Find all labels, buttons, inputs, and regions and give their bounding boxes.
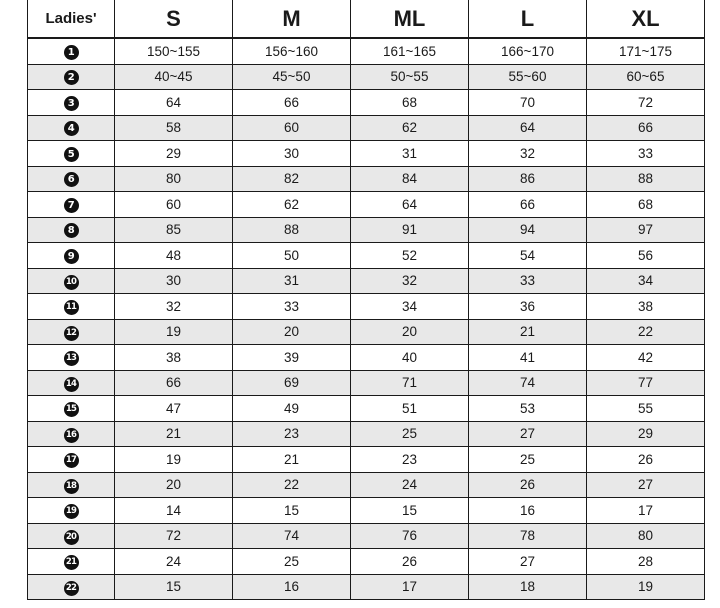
table-row [28,396,705,422]
number-badge-icon: 20 [64,530,79,545]
table-cell: 68 [587,192,705,218]
table-cell: 20 [233,319,351,345]
table-row [28,447,705,473]
table-cell: 97 [587,217,705,243]
size-header-s: S [115,0,233,38]
table-row [28,549,705,575]
table-cell: 14 [115,498,233,524]
table-cell: 26 [351,549,469,575]
number-badge-icon: 12 [64,326,79,341]
table-cell: 20 [115,472,233,498]
number-badge-icon: 19 [64,504,79,519]
table-cell: 19 [115,447,233,473]
table-cell: 64 [115,90,233,116]
measurement-number-cell [28,345,115,371]
table-cell: 40~45 [115,64,233,90]
table-cell: 32 [115,294,233,320]
table-cell: 68 [351,90,469,116]
table-cell: 25 [469,447,587,473]
number-badge-icon: 22 [64,581,79,596]
table-row [28,141,705,167]
table-cell: 53 [469,396,587,422]
table-cell: 33 [587,141,705,167]
table-row [28,243,705,269]
table-cell: 19 [587,574,705,600]
measurement-number-cell [28,38,115,64]
table-cell: 55~60 [469,64,587,90]
table-cell: 17 [351,574,469,600]
table-cell: 66 [233,90,351,116]
number-badge-icon: 16 [64,428,79,443]
measurement-number-cell [28,421,115,447]
table-cell: 16 [469,498,587,524]
number-badge-icon: 11 [64,300,79,315]
table-cell: 26 [587,447,705,473]
table-cell: 60 [115,192,233,218]
table-cell: 64 [469,115,587,141]
table-cell: 16 [233,574,351,600]
table-cell: 30 [115,268,233,294]
measurement-number-cell [28,141,115,167]
size-header-m: M [233,0,351,38]
table-cell: 22 [587,319,705,345]
table-cell: 56 [587,243,705,269]
table-cell: 38 [115,345,233,371]
measurement-number-cell [28,549,115,575]
table-cell: 50 [233,243,351,269]
table-cell: 15 [351,498,469,524]
table-cell: 34 [351,294,469,320]
table-cell: 76 [351,523,469,549]
table-row [28,115,705,141]
measurement-number-cell [28,447,115,473]
number-badge-icon: 6 [64,172,79,187]
table-cell: 26 [469,472,587,498]
table-cell: 36 [469,294,587,320]
number-badge-icon: 7 [64,198,79,213]
table-cell: 22 [233,472,351,498]
table-cell: 70 [469,90,587,116]
table-cell: 66 [469,192,587,218]
measurement-number-cell [28,64,115,90]
table-cell: 34 [587,268,705,294]
measurement-number-cell [28,319,115,345]
table-cell: 15 [233,498,351,524]
table-cell: 25 [233,549,351,575]
table-cell: 23 [351,447,469,473]
table-cell: 27 [469,549,587,575]
table-cell: 47 [115,396,233,422]
table-cell: 21 [233,447,351,473]
table-cell: 31 [233,268,351,294]
table-cell: 40 [351,345,469,371]
table-cell: 25 [351,421,469,447]
table-row [28,421,705,447]
measurement-number-cell [28,498,115,524]
table-cell: 58 [115,115,233,141]
table-cell: 54 [469,243,587,269]
table-cell: 21 [115,421,233,447]
number-badge-icon: 1 [64,45,79,60]
table-cell: 17 [587,498,705,524]
size-header-xl: XL [587,0,705,38]
table-row [28,64,705,90]
corner-label: Ladies' [28,0,115,38]
table-cell: 45~50 [233,64,351,90]
table-cell: 33 [233,294,351,320]
table-cell: 24 [351,472,469,498]
table-cell: 94 [469,217,587,243]
table-cell: 72 [115,523,233,549]
table-cell: 29 [115,141,233,167]
number-badge-icon: 14 [64,377,79,392]
table-cell: 20 [351,319,469,345]
number-badge-icon: 5 [64,147,79,162]
table-cell: 66 [587,115,705,141]
number-badge-icon: 18 [64,479,79,494]
table-cell: 27 [469,421,587,447]
table-cell: 86 [469,166,587,192]
table-cell: 30 [233,141,351,167]
table-cell: 71 [351,370,469,396]
table-row [28,472,705,498]
table-cell: 62 [233,192,351,218]
table-cell: 80 [587,523,705,549]
number-badge-icon: 13 [64,351,79,366]
table-cell: 38 [587,294,705,320]
table-cell: 74 [233,523,351,549]
table-row [28,370,705,396]
table-cell: 21 [469,319,587,345]
header-row [28,0,705,38]
table-row [28,90,705,116]
table-cell: 41 [469,345,587,371]
table-cell: 48 [115,243,233,269]
table-cell: 19 [115,319,233,345]
table-cell: 91 [351,217,469,243]
table-row [28,319,705,345]
table-cell: 77 [587,370,705,396]
table-cell: 88 [587,166,705,192]
table-cell: 28 [587,549,705,575]
measurement-number-cell [28,268,115,294]
table-cell: 166~170 [469,38,587,64]
table-cell: 29 [587,421,705,447]
table-cell: 80 [115,166,233,192]
table-row [28,166,705,192]
number-badge-icon: 2 [64,70,79,85]
table-cell: 69 [233,370,351,396]
measurement-number-cell [28,396,115,422]
table-cell: 60 [233,115,351,141]
table-cell: 85 [115,217,233,243]
measurement-number-cell [28,166,115,192]
number-badge-icon: 4 [64,121,79,136]
number-badge-icon: 3 [64,96,79,111]
table-row [28,217,705,243]
table-row [28,523,705,549]
table-cell: 49 [233,396,351,422]
table-row [28,345,705,371]
table-row [28,294,705,320]
number-badge-icon: 21 [64,555,79,570]
table-cell: 55 [587,396,705,422]
measurement-number-cell [28,472,115,498]
table-cell: 32 [351,268,469,294]
table-cell: 18 [469,574,587,600]
table-row [28,192,705,218]
table-cell: 50~55 [351,64,469,90]
measurement-number-cell [28,115,115,141]
table-cell: 64 [351,192,469,218]
table-cell: 156~160 [233,38,351,64]
measurement-number-cell [28,192,115,218]
size-header-ml: ML [351,0,469,38]
size-chart-sheet [27,0,704,605]
number-badge-icon: 10 [64,275,79,290]
measurement-number-cell [28,217,115,243]
table-cell: 27 [587,472,705,498]
table-cell: 51 [351,396,469,422]
table-cell: 42 [587,345,705,371]
table-cell: 31 [351,141,469,167]
table-cell: 32 [469,141,587,167]
table-cell: 15 [115,574,233,600]
table-cell: 161~165 [351,38,469,64]
table-cell: 23 [233,421,351,447]
number-badge-icon: 15 [64,402,79,417]
table-cell: 60~65 [587,64,705,90]
table-cell: 24 [115,549,233,575]
table-cell: 52 [351,243,469,269]
table-cell: 82 [233,166,351,192]
table-cell: 84 [351,166,469,192]
table-cell: 66 [115,370,233,396]
table-cell: 150~155 [115,38,233,64]
number-badge-icon: 9 [64,249,79,264]
table-cell: 72 [587,90,705,116]
table-row [28,574,705,600]
table-cell: 39 [233,345,351,371]
table-cell: 78 [469,523,587,549]
table-cell: 62 [351,115,469,141]
measurement-number-cell [28,294,115,320]
table-cell: 88 [233,217,351,243]
table-row [28,268,705,294]
table-row [28,498,705,524]
measurement-number-cell [28,370,115,396]
number-badge-icon: 17 [64,453,79,468]
size-header-l: L [469,0,587,38]
table-cell: 74 [469,370,587,396]
measurement-number-cell [28,574,115,600]
size-chart-body [28,38,705,600]
size-chart-table [27,0,705,600]
table-cell: 33 [469,268,587,294]
number-badge-icon: 8 [64,223,79,238]
table-cell: 171~175 [587,38,705,64]
measurement-number-cell [28,523,115,549]
table-row [28,38,705,64]
measurement-number-cell [28,243,115,269]
measurement-number-cell [28,90,115,116]
